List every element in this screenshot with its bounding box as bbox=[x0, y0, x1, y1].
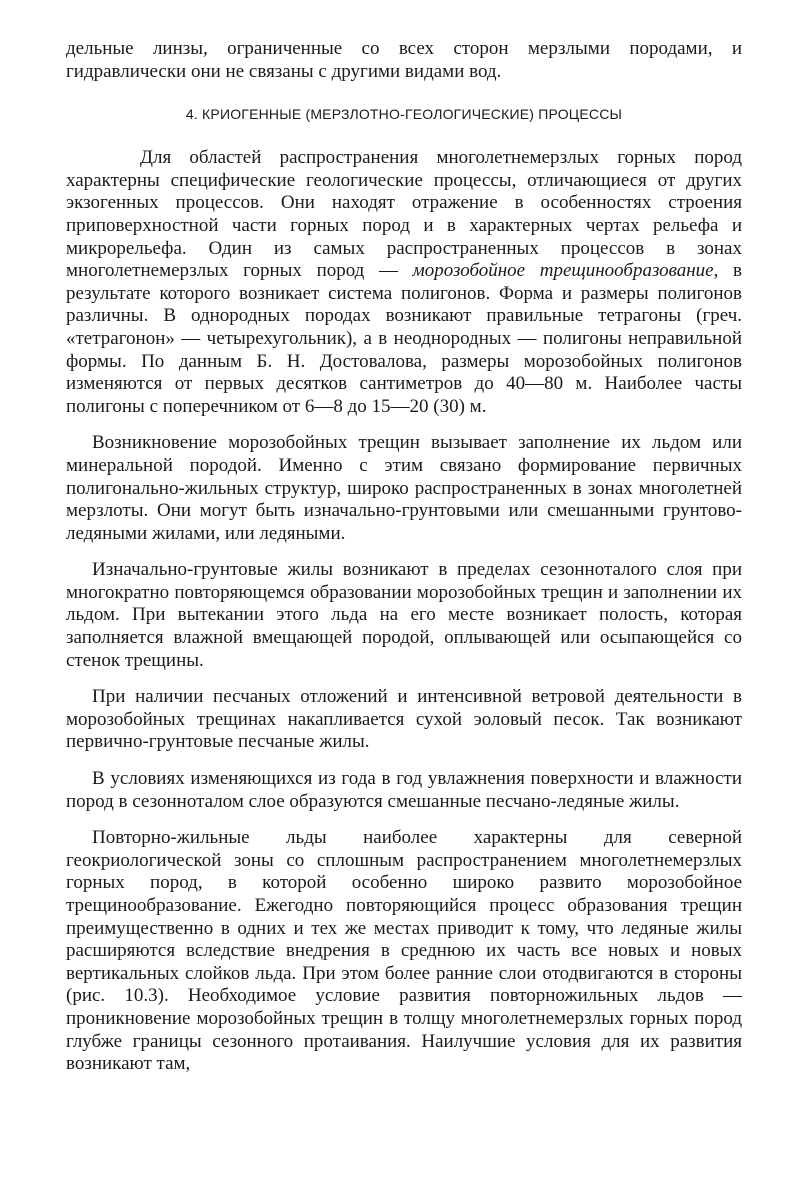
paragraph-gap bbox=[66, 672, 742, 686]
section-heading: 4. КРИОГЕННЫЕ (МЕРЗЛОТНО-ГЕОЛОГИЧЕСКИЕ) ПРОЦЕССЫ bbox=[185, 106, 623, 123]
paragraph-gap bbox=[66, 418, 742, 432]
paragraph-sand-veins: При наличии песчаных отложений и интенсивной ветровой деятельности в морозобойных трещинах накапливается сухой эоловый песок. Так возникают первично-грунтовые песчаные жилы. bbox=[66, 686, 742, 753]
paragraph-gap bbox=[66, 545, 742, 559]
term-frost-cracking: морозобойное трещинообразование bbox=[412, 260, 714, 282]
paragraph-ice-wedges: Повторно-жильные льды наиболее характерны для северной геокриологической зоны со сплошным распространением многолетнемерзлых горных пород, в которой особенно широко развито морозобойное трещинообразование. Ежегодно повторяющийся процесс образования трещин преимущественно в одних и тех же местах приводит к тому, что ледяные жилы расширяются вследствие внедрения в среднюю их часть все новых и новых вертикальных слойков льда. При этом более ранние слои отодвигаются в стороны (рис. 10.3). Необходимое условие развития повторножильных льдов — проникновение морозобойных трещин в толщу многолетнемерзлых горных пород глубже границы сезонного протаивания. Наилучшие условия для их развития возникают там, bbox=[66, 827, 742, 1075]
paragraph-gap bbox=[66, 754, 742, 768]
paragraph-gap bbox=[66, 813, 742, 827]
paragraph-intro bbox=[66, 147, 742, 418]
paragraph-intro-text-b: , в результате которого возникает система полигонов. Форма и размеры полигонов различны. В однородных породах возникают правильные тетрагоны (греч. «тетрагонон» — четырехугольник), а в неоднородных — полигоны неправильной формы. По данным Б. Н. Достовалова, размеры морозобойных полигонов изменяются от первых десятков сантиметров до 40—80 м. Наиболее часты полигоны с поперечником от 6—8 до 15—20 (30) м. bbox=[66, 260, 742, 417]
paragraph-ground-veins: Изначально-грунтовые жилы возникают в пределах сезонноталого слоя при многократно повторяющемся образовании морозобойных трещин и заполнении их льдом. При вытекании этого льда на его месте возникает полость, которая заполняется влажной вмещающей породой, оплывающей или осыпающейся со стенок трещины. bbox=[66, 559, 742, 671]
paragraph-continuation: дельные линзы, ограниченные со всех сторон мерзлыми породами, и гидравлически они не связаны с другими видами вод. bbox=[66, 38, 742, 82]
paragraph-intro-text-a: Для областей распространения многолетнемерзлых горных пород характерны специфические геологические процессы, отличающиеся от других экзогенных процессов. Они находят отражение в особенностях строения приповерхностной части горных пород и в характерных чертах рельефа и микрорельефа. Один из самых распространенных процессов в зонах многолетнемерзлых горных пород — bbox=[66, 147, 742, 282]
document-page bbox=[66, 38, 742, 1076]
paragraph-mixed-veins: В условиях изменяющихся из года в год увлажнения поверхности и влажности пород в сезонноталом слое образуются смешанные песчано-ледяные жилы. bbox=[66, 768, 742, 812]
paragraph-frost-cracks: Возникновение морозобойных трещин вызывает заполнение их льдом или минеральной породой. Именно с этим связано формирование первичных полигонально-жильных структур, широко распространенных в зонах многолетней мерзлоты. Они могут быть изначально-грунтовыми или смешанными грунтово-ледяными жилами, или ледяными. bbox=[66, 432, 742, 544]
